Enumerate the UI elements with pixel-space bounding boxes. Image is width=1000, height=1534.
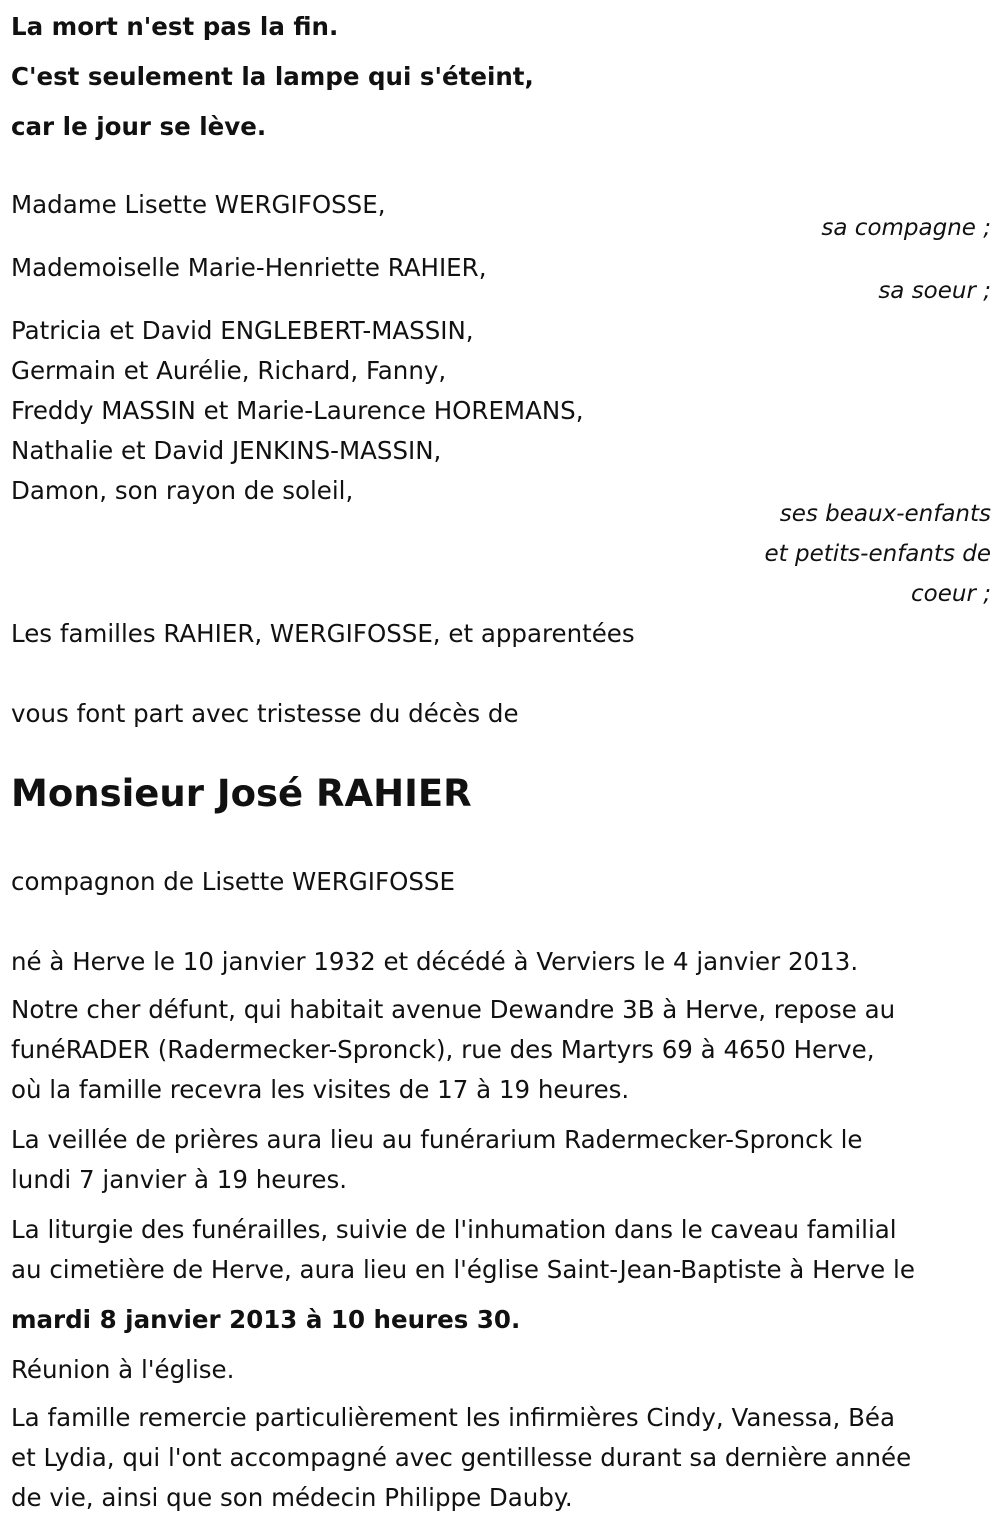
rest-line: funéRADER (Radermecker-Spronck), rue des Martyrs 69 à 4650 Herve, [11, 1035, 875, 1064]
vigil-line: La veillée de prières aura lieu au funérarium Radermecker-Spronck le [11, 1125, 863, 1154]
liturgy-paragraph [11, 1210, 991, 1290]
stepchildren-line: Damon, son rayon de soleil, [11, 476, 354, 505]
vigil-paragraph [11, 1120, 991, 1200]
related-families: Les familles RAHIER, WERGIFOSSE, et apparentées [11, 619, 635, 648]
vigil-line: lundi 7 janvier à 19 heures. [11, 1165, 348, 1194]
sister-name: Mademoiselle Marie-Henriette RAHIER, [11, 253, 487, 282]
stepchildren-line: Nathalie et David JENKINS-MASSIN, [11, 436, 442, 465]
quote-line-1: La mort n'est pas la fin. [11, 12, 339, 41]
stepchildren-line: Germain et Aurélie, Richard, Fanny, [11, 356, 447, 385]
companion-name: Madame Lisette WERGIFOSSE, [11, 190, 386, 219]
stepchildren-role: ses beaux-enfants [779, 501, 991, 527]
sister-role: sa soeur ; [878, 278, 991, 304]
thanks-line: et Lydia, qui l'ont accompagné avec gentillesse durant sa dernière année [11, 1443, 912, 1472]
liturgy-line: au cimetière de Herve, aura lieu en l'église Saint-Jean-Baptiste à Herve le [11, 1255, 915, 1284]
deceased-name: Monsieur José RAHIER [11, 772, 472, 815]
liturgy-line: La liturgie des funérailles, suivie de l'inhumation dans le caveau familial [11, 1215, 897, 1244]
stepchildren-role: coeur ; [911, 581, 991, 607]
quote-line-2: C'est seulement la lampe qui s'éteint, [11, 62, 534, 91]
rest-line: où la famille recevra les visites de 17 à 19 heures. [11, 1075, 630, 1104]
rest-line: Notre cher défunt, qui habitait avenue Dewandre 3B à Herve, repose au [11, 995, 896, 1024]
thanks-line: de vie, ainsi que son médecin Philippe Dauby. [11, 1483, 573, 1512]
announcement-text: vous font part avec tristesse du décès de [11, 699, 519, 728]
stepchildren-line: Patricia et David ENGLEBERT-MASSIN, [11, 316, 474, 345]
quote-line-3: car le jour se lève. [11, 112, 267, 141]
deceased-relation: compagnon de Lisette WERGIFOSSE [11, 867, 455, 896]
funeral-date: mardi 8 janvier 2013 à 10 heures 30. [11, 1305, 521, 1334]
birth-death-dates: né à Herve le 10 janvier 1932 et décédé à Verviers le 4 janvier 2013. [11, 947, 859, 976]
stepchildren-line: Freddy MASSIN et Marie-Laurence HOREMANS, [11, 396, 584, 425]
thanks-paragraph [11, 1398, 991, 1518]
thanks-line: La famille remercie particulièrement les infirmières Cindy, Vanessa, Béa [11, 1403, 895, 1432]
rest-paragraph [11, 990, 991, 1110]
meeting-location: Réunion à l'église. [11, 1355, 235, 1384]
companion-role: sa compagne ; [821, 215, 991, 241]
stepchildren-role: et petits-enfants de [764, 541, 991, 567]
